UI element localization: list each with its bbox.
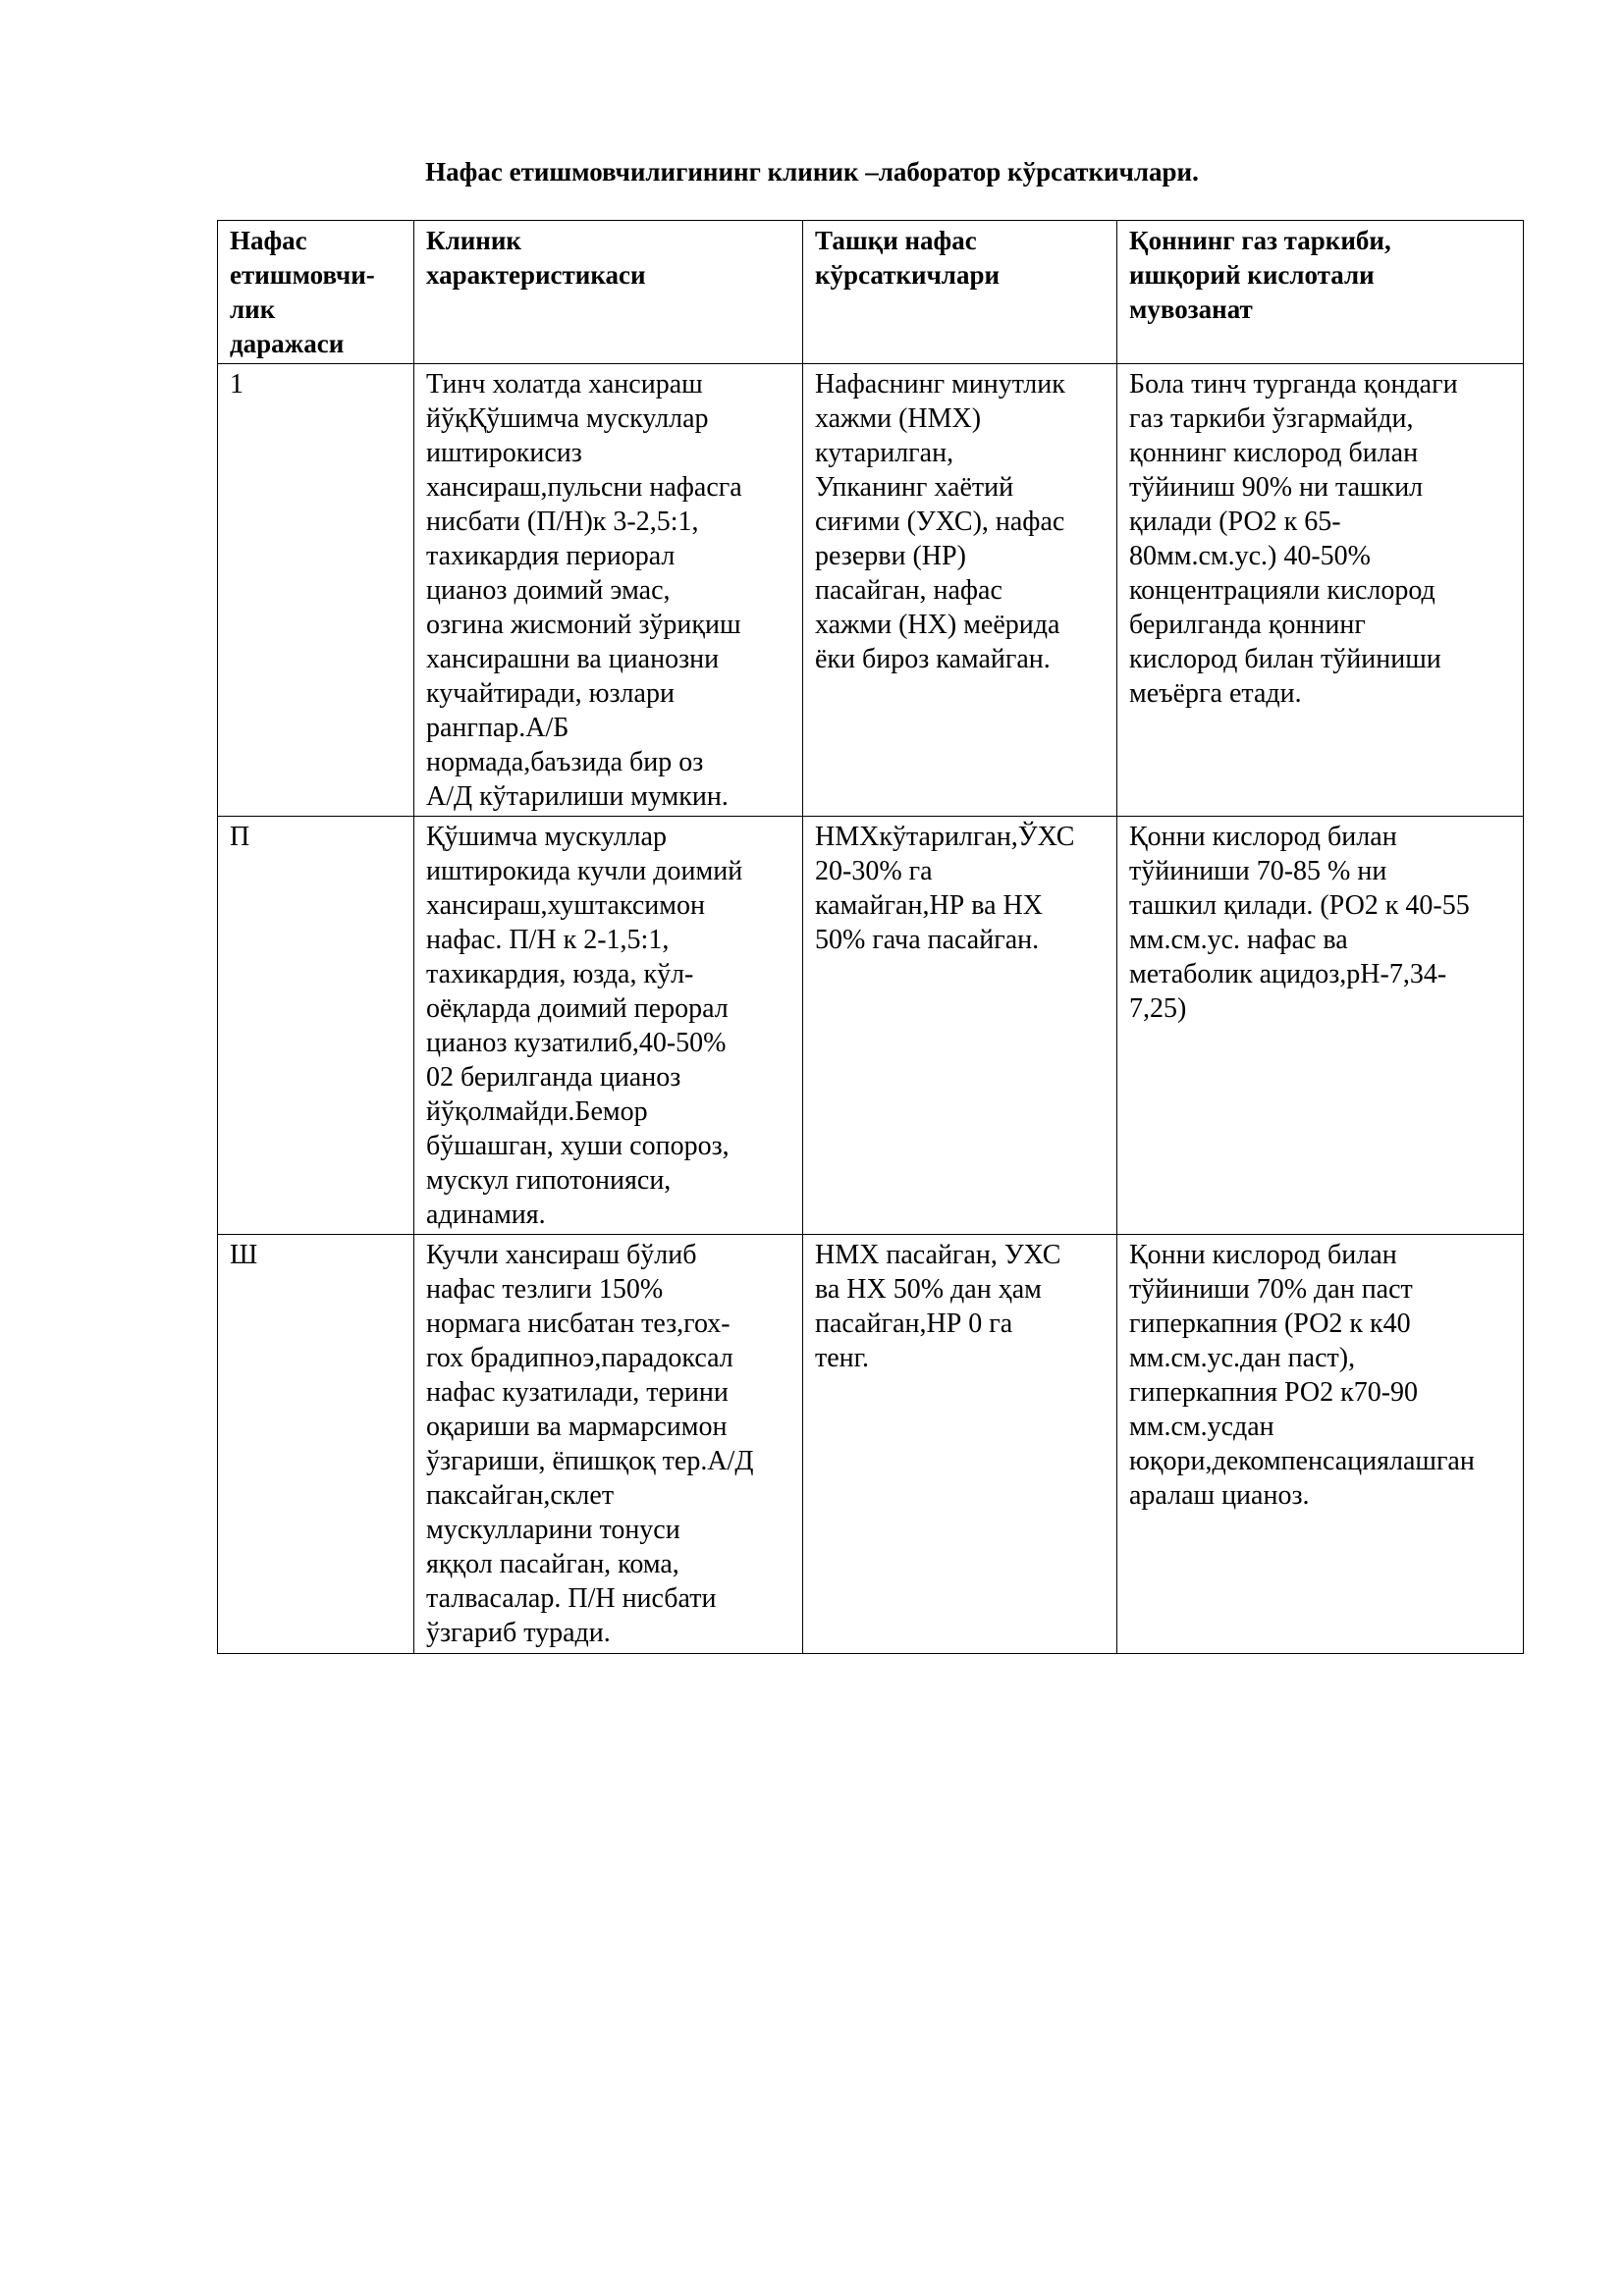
header-blood-gas-acid-base: Қоннинг газ таркиби, ишқорий кислотали мувозанат	[1117, 221, 1524, 364]
cell-respiration: НМХкўтарилган,ЎХС 20-30% га камайган,НР ва НХ 50% гача пасайган.	[803, 817, 1117, 1235]
cell-degree: 1	[218, 364, 414, 817]
document-title: Нафас етишмовчилигининг клиник –лаборатор кўрсаткичлари.	[425, 157, 1199, 187]
table-row	[218, 1235, 1524, 1654]
cell-clinical: Кучли хансираш бўлиб нафас тезлиги 150% нормага нисбатан тез,гох- гох брадипноэ,парадоксал нафас кузатилади, терини оқариши ва мармарсимон ўзгариши, ёпишқоқ тер.А/Д паксайган,склет мускулларини тонуси яққол пасайган, кома, талвасалар. П/Н нисбати ўзгариб туради.	[414, 1235, 803, 1654]
cell-respiration: НМХ пасайган, УХС ва НХ 50% дан ҳам пасайган,НР 0 га тенг.	[803, 1235, 1117, 1654]
table-row	[218, 817, 1524, 1235]
table-row	[218, 364, 1524, 817]
respiratory-failure-table	[217, 220, 1524, 1654]
cell-degree: П	[218, 817, 414, 1235]
header-degree: Нафас етишмовчи- лик даражаси	[218, 221, 414, 364]
table-header-row	[218, 221, 1524, 364]
header-external-respiration-indicators: Ташқи нафас кўрсаткичлари	[803, 221, 1117, 364]
cell-respiration: Нафаснинг минутлик хажми (НМХ) кутарилган, Упканинг хаётий сиғими (УХС), нафас резерви (НР) пасайган, нафас хажми (НХ) меёрида ёки бироз камайган.	[803, 364, 1117, 817]
cell-blood-gas: Бола тинч турганда қондаги газ таркиби ўзгармайди, қоннинг кислород билан тўйиниш 90% ни ташкил қилади (РО2 к 65- 80мм.см.ус.) 40-50% концентрацияли кислород берилганда қоннинг кислород билан тўйиниши меъёрга етади.	[1117, 364, 1524, 817]
cell-degree: Ш	[218, 1235, 414, 1654]
cell-clinical: Қўшимча мускуллар иштирокида кучли доимий хансираш,хуштаксимон нафас. П/Н к 2-1,5:1, тахикардия, юзда, кўл- оёқларда доимий перорал цианоз кузатилиб,40-50% 02 берилганда цианоз йўқолмайди.Бемор бўшашган, хуши сопороз, мускул гипотонияси, адинамия.	[414, 817, 803, 1235]
cell-clinical: Тинч холатда хансираш йўқҚўшимча мускуллар иштирокисиз хансираш,пульсни нафасга нисбати (П/Н)к 3-2,5:1, тахикардия периорал цианоз доимий эмас, озгина жисмоний зўриқиш хансирашни ва цианозни кучайтиради, юзлари рангпар.А/Б нормада,баъзида бир оз А/Д кўтарилиши мумкин.	[414, 364, 803, 817]
header-clinical-characteristics: Клиник характеристикаси	[414, 221, 803, 364]
cell-blood-gas: Қонни кислород билан тўйиниши 70% дан паст гиперкапния (РО2 к к40 мм.см.ус.дан паст), гиперкапния РО2 к70-90 мм.см.усдан юқори,декомпенсациялашган аралаш цианоз.	[1117, 1235, 1524, 1654]
cell-blood-gas: Қонни кислород билан тўйиниши 70-85 % ни ташкил қилади. (РО2 к 40-55 мм.см.ус. нафас ва метаболик ацидоз,рН-7,34- 7,25)	[1117, 817, 1524, 1235]
